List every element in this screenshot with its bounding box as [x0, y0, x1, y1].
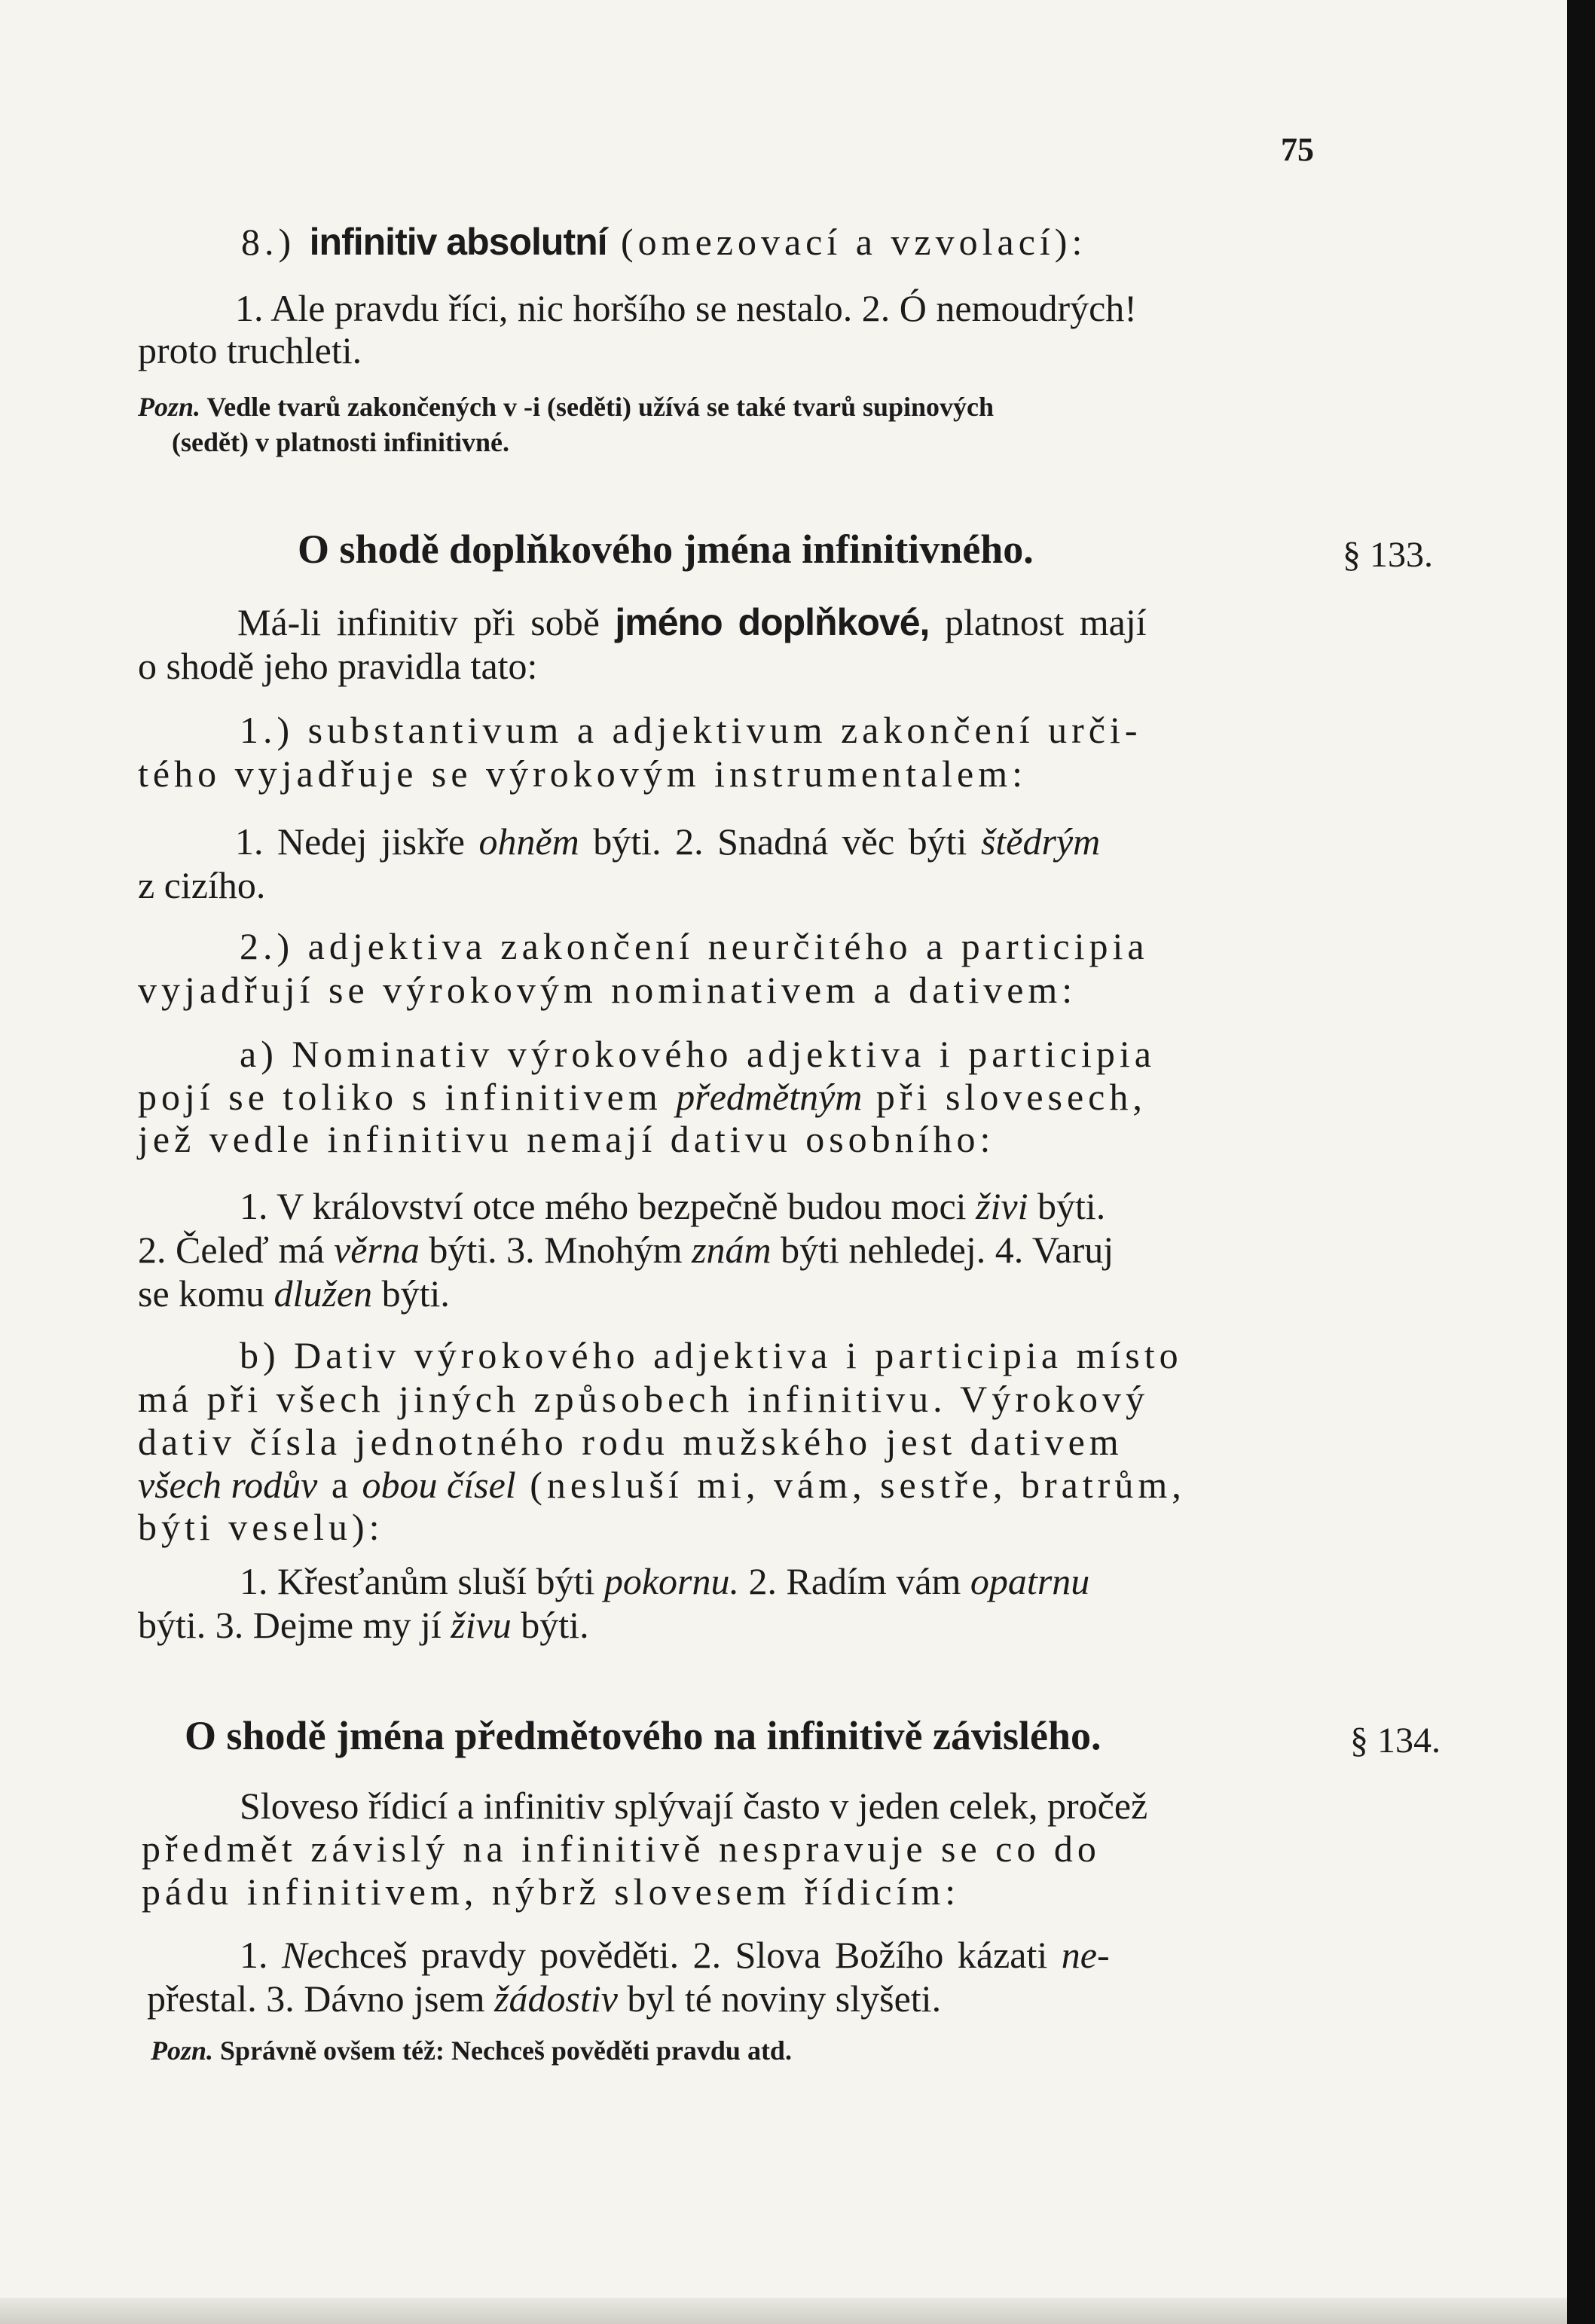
note-label: Pozn. [138, 392, 201, 422]
example-line: se komu dlužen býti. [138, 1272, 450, 1315]
example-line: 1. Ale pravdu říci, nic horšího se nestalo. 2. Ó nemoudrých! [235, 287, 1137, 329]
note-line: Pozn. Správně ovšem též: Nechceš pověděti pravdu atd. [151, 2035, 792, 2066]
section-heading: O shodě jména předmětového na infinitivě závislého. [185, 1713, 1102, 1758]
item-number: 8.) [241, 221, 296, 263]
rule-line: pojí se toliko s infinitivem předmětným při slovesech, [138, 1076, 1147, 1118]
section-heading: O shodě doplňkového jména infinitivného. [298, 527, 1034, 572]
note-line: (sedět) v platnosti infinitivné. [172, 427, 510, 457]
example-line: proto truchleti. [138, 329, 362, 371]
rule-line: 2.) adjektiva zakončení neurčitého a participia [240, 925, 1149, 967]
rule-line: tého vyjadřuje se výrokovým instrumentalem: [138, 753, 1028, 795]
rule-line: všech rodův a obou čísel (nesluší mi, vám, sestře, bratrům, [138, 1464, 1186, 1506]
rule-line: vyjadřují se výrokovým nominativem a dativem: [138, 969, 1077, 1011]
paragraph-line: pádu infinitivem, nýbrž slovesem řídicím: [142, 1870, 961, 1913]
paragraph-line: Má-li infinitiv při sobě jméno doplňkové, platnost mají [237, 601, 1147, 643]
section-number: § 133. [1343, 535, 1433, 575]
scan-edge-right [1567, 0, 1595, 2324]
item-description: (omezovací a vzvolací): [621, 221, 1087, 263]
term-bold: infinitiv absolutní [309, 221, 607, 263]
rule-line: a) Nominativ výrokového adjektiva i participia [240, 1033, 1156, 1075]
paragraph-line: předmět závislý na infinitivě nespravuje se co do [142, 1828, 1101, 1870]
rule-line: 1.) substantivum a adjektivum zakončení urči- [240, 709, 1142, 751]
example-line: býti. 3. Dejme my jí živu býti. [138, 1604, 589, 1646]
section-number: § 134. [1350, 1721, 1441, 1761]
scan-edge-bottom [0, 2298, 1567, 2324]
example-line: přestal. 3. Dávno jsem žádostiv byl té noviny slyšeti. [147, 1977, 942, 2020]
example-line: 2. Čeleď má věrna býti. 3. Mnohým znám býti nehledej. 4. Varuj [138, 1229, 1114, 1271]
example-line: 1. V království otce mého bezpečně budou moci živi býti. [240, 1185, 1106, 1227]
example-line: 1. Křesťanům sluší býti pokornu. 2. Radím vám opatrnu [240, 1560, 1090, 1602]
rule-line: má při všech jiných způsobech infinitivu. Výrokový [138, 1378, 1149, 1420]
example-line: z cizího. [138, 864, 266, 906]
note-label: Pozn. [151, 2035, 214, 2066]
rule-line: b) Dativ výrokového adjektiva i participia místo [240, 1334, 1183, 1376]
example-line: 1. Nedej jiskře ohněm býti. 2. Snadná věc býti štědrým [235, 820, 1101, 863]
page-number: 75 [1281, 131, 1314, 168]
paragraph-line: Sloveso řídicí a infinitiv splývají často v jeden celek, pročež [240, 1785, 1148, 1827]
rule-line: býti veselu): [138, 1506, 384, 1548]
rule-line: dativ čísla jednotného rodu mužského jest dativem [138, 1421, 1123, 1463]
paragraph-line: o shodě jeho pravidla tato: [138, 645, 538, 687]
note-line: Pozn. Vedle tvarů zakončených v -i (seděti) užívá se také tvarů supinových [138, 392, 995, 422]
rule-line: jež vedle infinitivu nemají dativu osobního: [138, 1118, 995, 1160]
example-line: 1. Nechceš pravdy pověděti. 2. Slova Božího kázati ne- [240, 1934, 1110, 1976]
item-8-heading [241, 220, 1086, 264]
